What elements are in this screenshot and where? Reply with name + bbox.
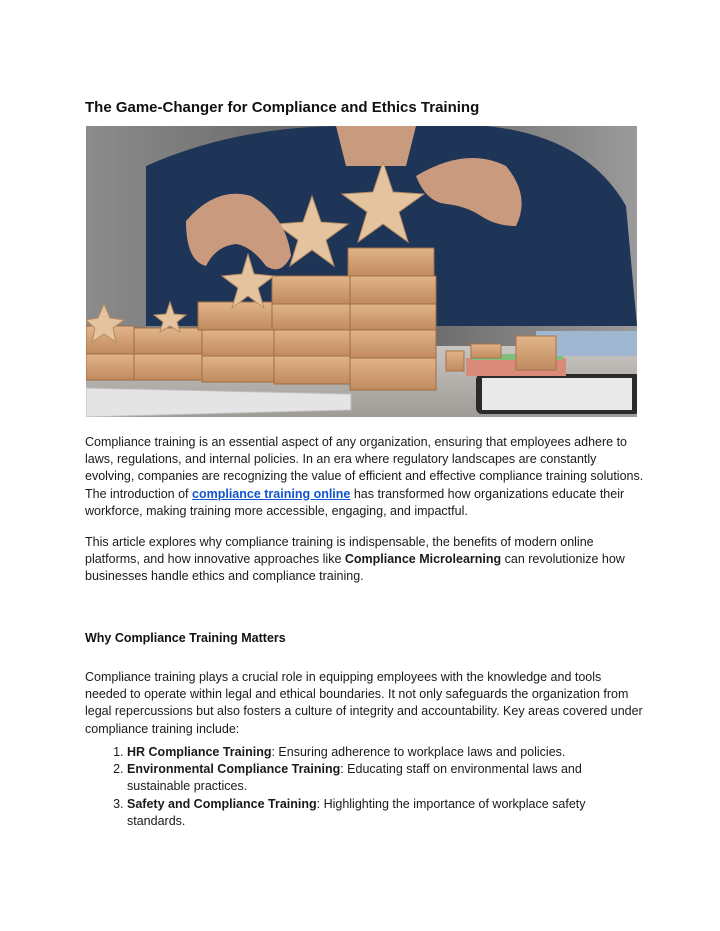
list-item-title: Environmental Compliance Training — [127, 762, 341, 777]
intro-text-end: has transformed how organizations educate their workforce, making training more accessible, engaging, and impactful. — [85, 486, 625, 518]
microlearning-emphasis: Compliance Microlearning — [344, 552, 502, 567]
list-item — [127, 744, 647, 761]
compliance-training-online-link[interactable]: compliance training online — [192, 486, 351, 501]
hero-image — [86, 126, 637, 417]
overview-paragraph — [85, 534, 645, 586]
key-areas-list — [85, 744, 647, 830]
stars-blocks-illustration — [86, 126, 637, 417]
list-item-text: : Ensuring adherence to workplace laws and policies. — [271, 745, 566, 759]
intro-paragraph — [85, 434, 645, 520]
page-title: The Game-Changer for Compliance and Ethics Training — [85, 99, 480, 116]
list-item — [127, 761, 647, 795]
overview-text-start: This article explores why compliance training is indispensable, the benefits of modern online platforms, and how innovative approaches like — [85, 535, 594, 567]
list-item-title: HR Compliance Training — [127, 745, 272, 759]
overview-text-end: can revolutionize how businesses handle ethics and compliance training. — [85, 552, 625, 584]
list-item — [127, 796, 647, 830]
intro-text-start: Compliance training is an essential aspect of any organization, ensuring that employees adhere to laws, regulations, and internal policies. In an era where regulatory landscapes are constantly evolving, companies are recognizing the value of efficient and effective compliance training solutions. The introduction of — [85, 435, 644, 501]
section-heading: Why Compliance Training Matters — [85, 631, 286, 645]
list-item-title: Safety and Compliance Training — [127, 796, 317, 811]
section-body-paragraph: Compliance training plays a crucial role in equipping employees with the knowledge and tools needed to operate within legal and ethical boundaries. It not only safeguards the organization from legal repercussions but also fosters a culture of integrity and accountability. Key areas covered under compliance training include: — [85, 670, 643, 736]
list-item-text: : Highlighting the importance of workplace safety standards. — [127, 796, 586, 828]
list-item-text: : Educating staff on environmental laws and sustainable practices. — [127, 762, 582, 794]
